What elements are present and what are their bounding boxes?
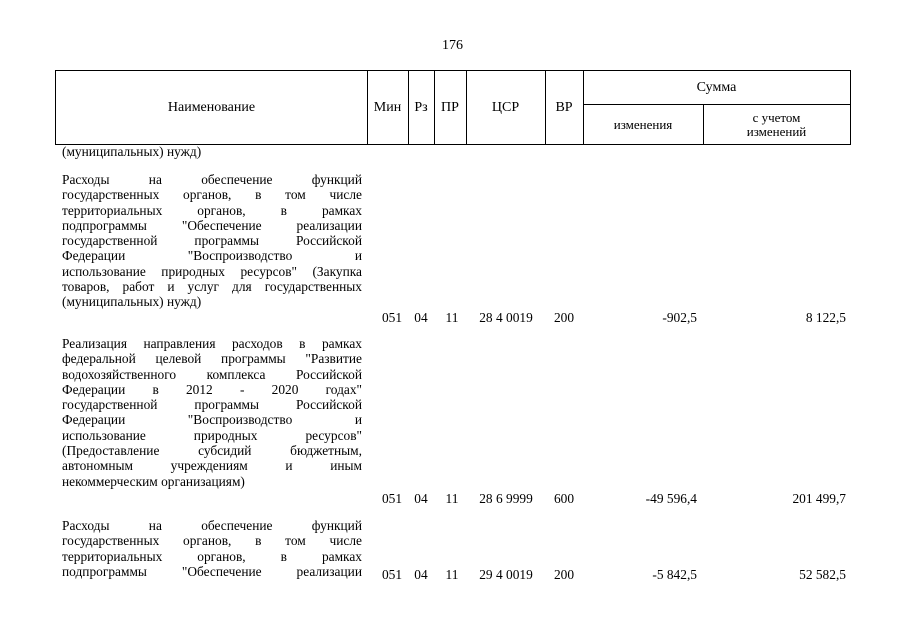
cell-rz: 04 <box>414 567 428 582</box>
header-vr: ВР <box>555 99 573 115</box>
cell-total: 8 122,5 <box>805 310 846 325</box>
description-line: Федерации "Воспроизводство и <box>62 248 362 264</box>
row-description <box>62 172 362 310</box>
description-line: водохозяйственного комплекса Российской <box>62 366 362 382</box>
description-line: (Предоставление субсидий бюджетным, <box>62 443 362 459</box>
header-with-change-line2: изменений <box>746 123 807 139</box>
description-line: подпрограммы "Обеспечение реализации <box>62 563 362 579</box>
header-min: Мин <box>373 99 402 115</box>
description-line: автономным учреждениям и иным <box>62 458 362 474</box>
cell-csr: 29 4 0019 <box>479 567 533 582</box>
description-line: Федерации в 2012 - 2020 годах" <box>62 381 362 397</box>
cell-change: -49 596,4 <box>645 491 697 506</box>
header-sum: Сумма <box>696 79 737 95</box>
description-line: использование природных ресурсов" (Закупка <box>62 263 362 279</box>
description-line: государственной программы Российской <box>62 397 362 413</box>
cell-vr: 600 <box>553 491 575 506</box>
cell-pr: 11 <box>445 310 459 325</box>
cell-pr: 11 <box>445 491 459 506</box>
description-line: (муниципальных) нужд) <box>62 294 202 310</box>
page-number: 176 <box>442 38 463 53</box>
cell-csr: 28 6 9999 <box>479 491 533 506</box>
header-rz: Рз <box>414 99 428 115</box>
cell-pr: 11 <box>445 567 459 582</box>
cell-min: 051 <box>381 491 403 506</box>
description-line: Федерации "Воспроизводство и <box>62 412 362 428</box>
row-description <box>62 144 362 159</box>
header-with-change <box>703 105 850 144</box>
cell-change: -902,5 <box>662 310 697 325</box>
description-line: Расходы на обеспечение функций <box>62 518 362 533</box>
cell-min: 051 <box>381 310 403 325</box>
header-csr: ЦСР <box>491 99 520 115</box>
cell-rz: 04 <box>414 310 428 325</box>
description-line: Расходы на обеспечение функций <box>62 172 362 187</box>
description-line: территориальных органов, в рамках <box>62 548 362 564</box>
description-line: (муниципальных) нужд) <box>62 144 202 159</box>
cell-min: 051 <box>381 567 403 582</box>
description-line: государственных органов, в том числе <box>62 187 362 203</box>
table-header <box>55 70 851 145</box>
cell-rz: 04 <box>414 491 428 506</box>
header-with-change-line1: с учетом <box>752 109 801 125</box>
header-name: Наименование <box>167 99 256 115</box>
row-description <box>62 518 362 579</box>
description-line: государственной программы Российской <box>62 233 362 249</box>
description-line: Реализация направления расходов в рамках <box>62 336 362 351</box>
cell-change: -5 842,5 <box>652 567 697 582</box>
description-line: подпрограммы "Обеспечение реализации <box>62 217 362 233</box>
description-line: федеральной целевой программы "Развитие <box>62 351 362 367</box>
row-description <box>62 336 362 489</box>
description-line: некоммерческим организациям) <box>62 473 245 489</box>
description-line: территориальных органов, в рамках <box>62 202 362 218</box>
cell-total: 52 582,5 <box>799 567 846 582</box>
header-pr: ПР <box>441 99 459 115</box>
description-line: товаров, работ и услуг для государственных <box>62 279 362 295</box>
description-line: использование природных ресурсов" <box>62 427 362 443</box>
header-change: изменения <box>613 116 673 132</box>
cell-csr: 28 4 0019 <box>479 310 533 325</box>
cell-vr: 200 <box>553 567 575 582</box>
cell-total: 201 499,7 <box>792 491 846 506</box>
cell-vr: 200 <box>553 310 575 325</box>
description-line: государственных органов, в том числе <box>62 533 362 549</box>
